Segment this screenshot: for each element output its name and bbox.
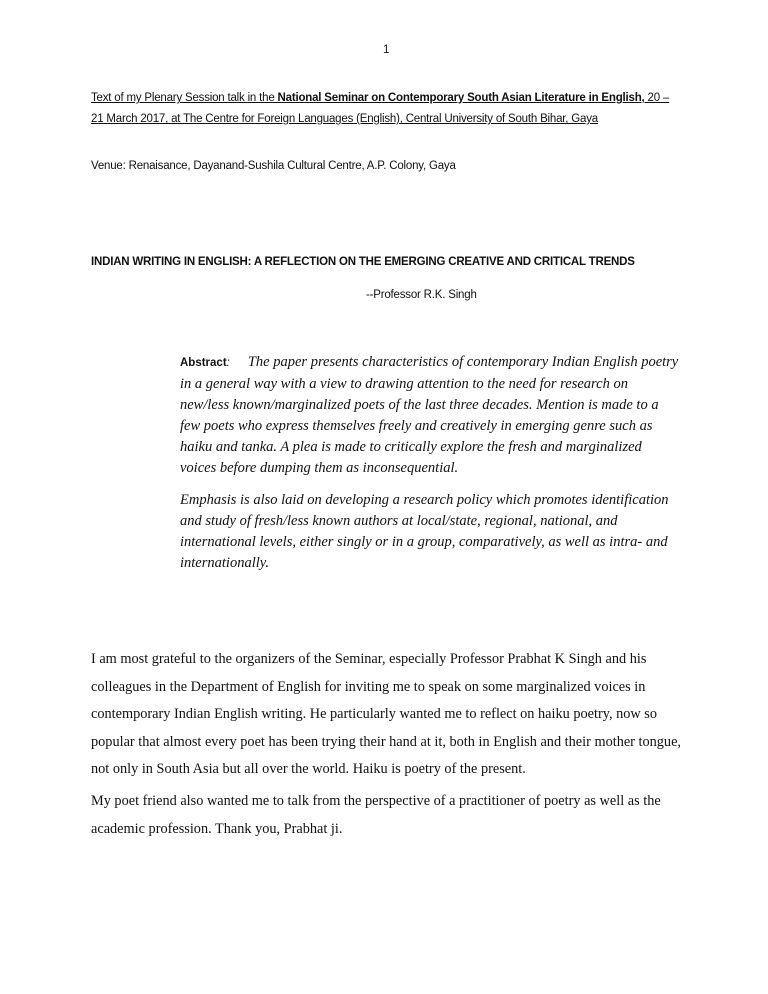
paper-title: INDIAN WRITING IN ENGLISH: A REFLECTION ON THE EMERGING CREATIVE AND CRITICAL TRENDS bbox=[91, 256, 635, 268]
header-intro-suffix: 20 – 21 March 2017, at The Centre for Foreign Languages (English), Central University of South Bihar, Gaya bbox=[91, 92, 670, 125]
session-header bbox=[91, 88, 681, 130]
abstract-label: Abstract: bbox=[180, 357, 230, 369]
header-intro-prefix: Text of my Plenary Session talk in the bbox=[91, 92, 278, 104]
author-line: --Professor R.K. Singh bbox=[366, 289, 477, 301]
seminar-name: National Seminar on Contemporary South Asian Literature in English, bbox=[277, 92, 645, 104]
body-paragraph-1: I am most grateful to the organizers of the Seminar, especially Professor Prabhat K Singh and his colleagues in the Department of English for inviting me to speak on some marginalized voices in contemporary Indian English writing. He particularly wanted me to reflect on haiku poetry, now so popular that almost every poet has been trying their hand at it, both in English and their mother tongue, not only in South Asia but all over the world. Haiku is poetry of the present. bbox=[91, 651, 682, 778]
abstract-paragraph-2: Emphasis is also laid on developing a research policy which promotes identification and study of fresh/less known authors at local/state, regional, national, and international levels, either singly or in a group, comparatively, as well as intra- and internationally. bbox=[180, 492, 669, 571]
body-paragraph-2: My poet friend also wanted me to talk from the perspective of a practitioner of poetry as well as the academic profession. Thank you, Prabhat ji. bbox=[91, 793, 661, 837]
abstract-paragraph-1 bbox=[180, 352, 680, 479]
abstract-text-1: The paper presents characteristics of contemporary Indian English poetry in a general way with a view to drawing attention to the need for research on new/less known/marginalized poets of the last three decades. Mention is made to a few poets who express themselves freely and creatively in emerging genre such as haiku and tanka. A plea is made to critically explore the fresh and marginalized voices before dumping them as inconsequential. bbox=[180, 354, 679, 476]
page-number: 1 bbox=[383, 44, 390, 56]
venue-line: Venue: Renaisance, Dayanand-Sushila Cultural Centre, A.P. Colony, Gaya bbox=[91, 160, 456, 172]
